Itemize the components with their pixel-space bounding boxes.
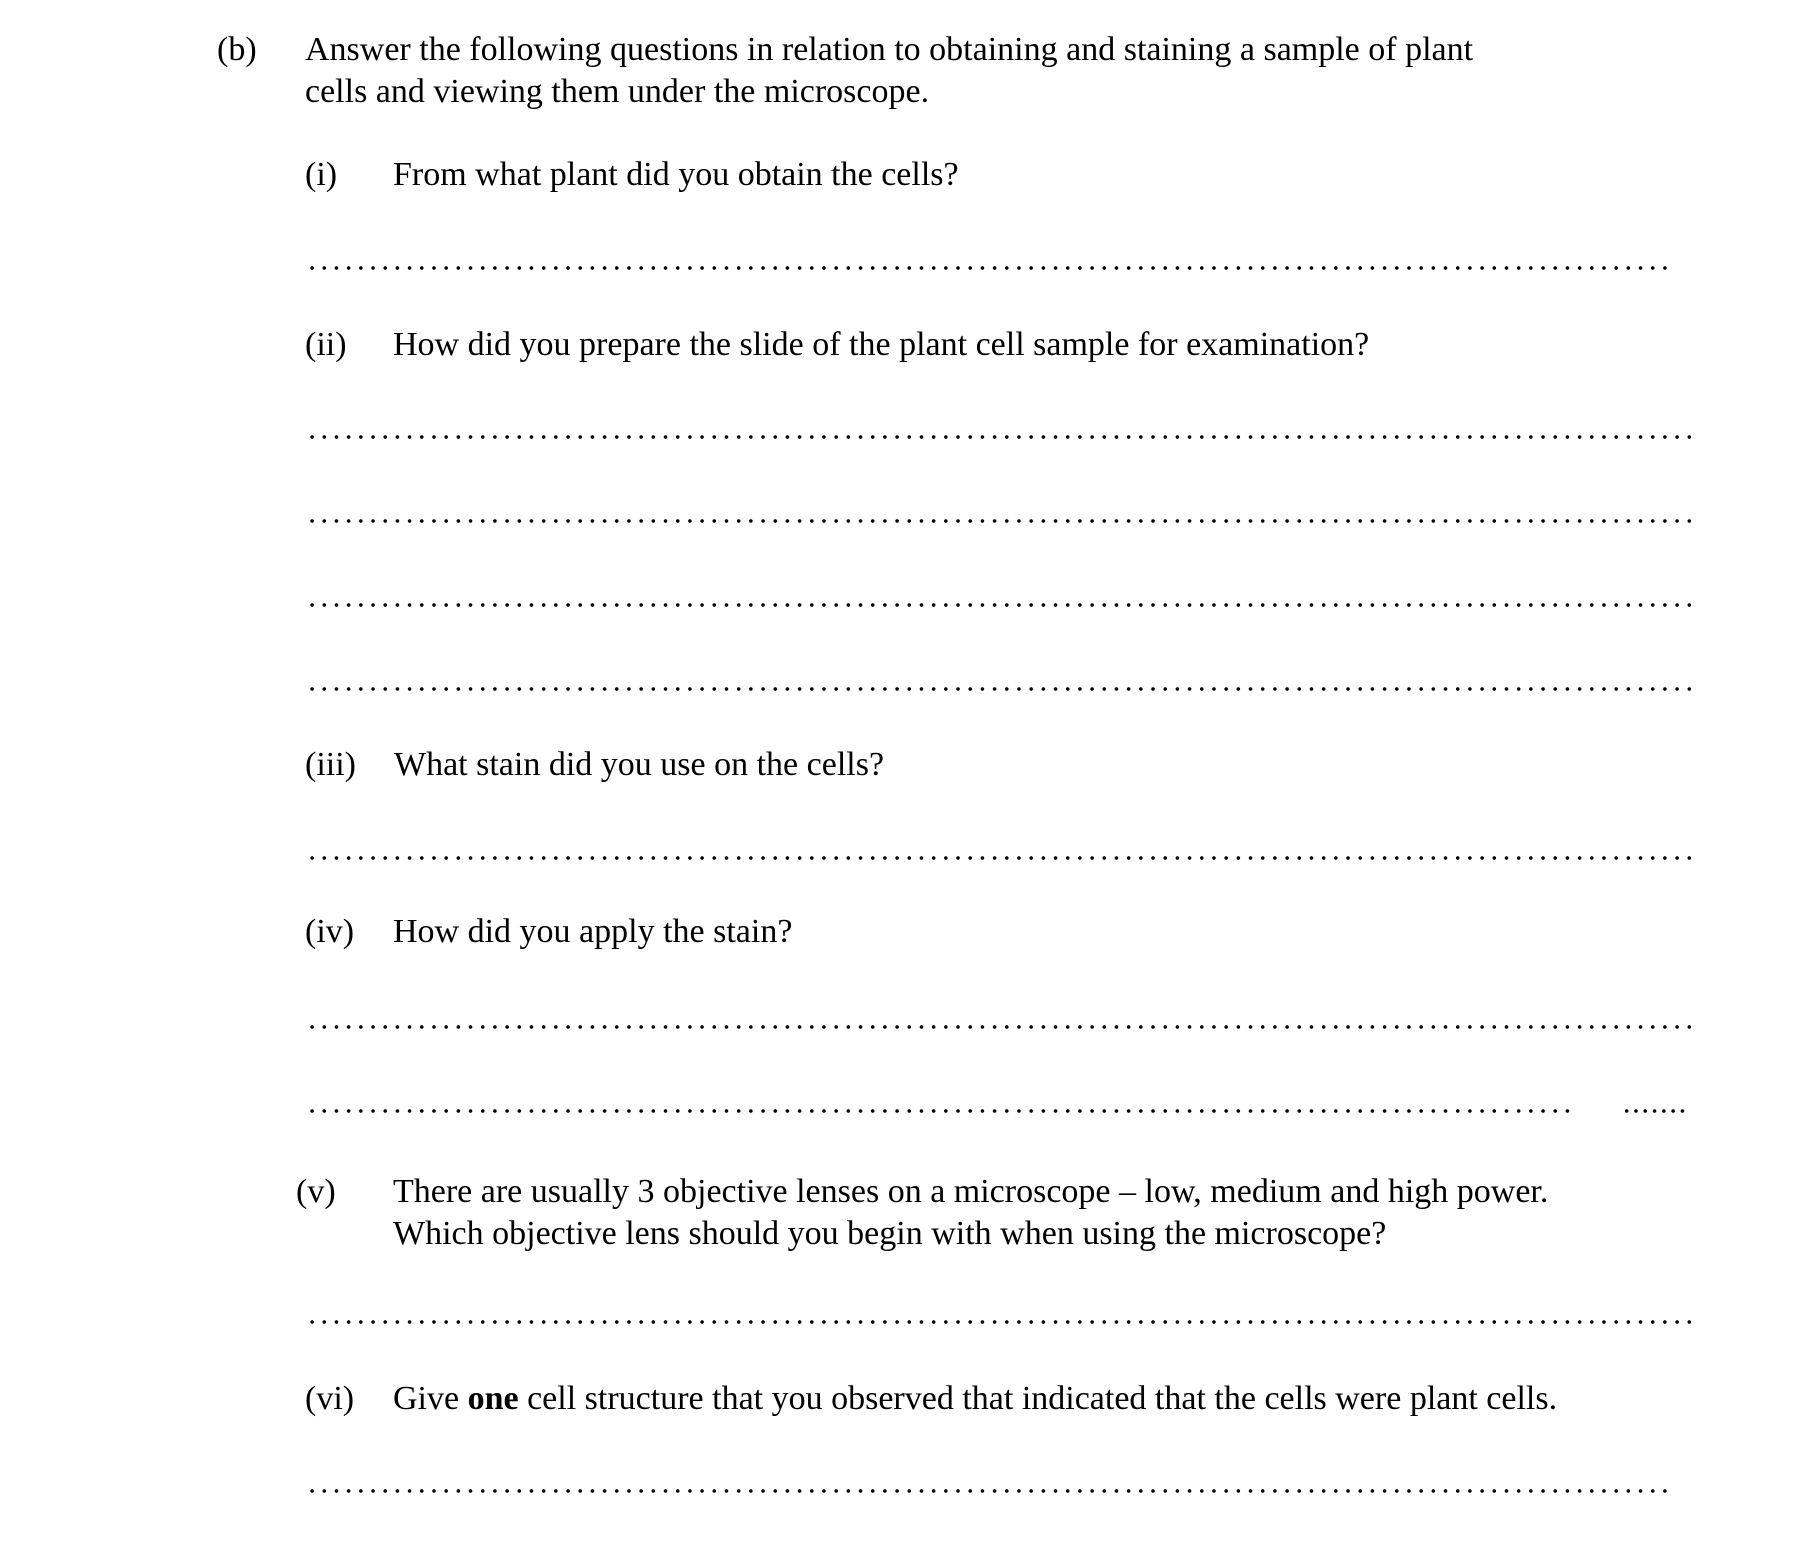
answer-line-iv-2-tail: [1622, 1109, 1687, 1113]
question-v-label: (v): [296, 1173, 336, 1210]
answer-line-iv-1[interactable]: [306, 1025, 1694, 1029]
part-intro-line-1: Answer the following questions in relation to obtaining and staining a sample of plant: [305, 31, 1474, 68]
question-vi-text-after: cell structure that you observed that indicated that the cells were plant cells.: [518, 1380, 1558, 1417]
answer-line-iv-2[interactable]: [306, 1109, 1628, 1113]
question-iv-label: (iv): [305, 913, 355, 950]
question-i-text: From what plant did you obtain the cells?: [393, 156, 959, 193]
answer-line-v-1[interactable]: [306, 1320, 1694, 1324]
answer-line-vi-1[interactable]: [306, 1489, 1668, 1493]
question-iv-text: How did you apply the stain?: [393, 913, 793, 950]
answer-line-ii-2[interactable]: [306, 519, 1694, 523]
question-v-text-line-1: There are usually 3 objective lenses on a microscope – low, medium and high power.: [393, 1173, 1549, 1210]
question-i-label: (i): [305, 156, 338, 193]
question-iii-label: (iii): [305, 746, 356, 783]
question-vi-text: [393, 1379, 1557, 1419]
answer-line-ii-3[interactable]: [306, 603, 1694, 607]
question-vi-label: (vi): [305, 1380, 355, 1417]
answer-line-iii-1[interactable]: [306, 856, 1694, 860]
question-vi-emphasis: one: [467, 1380, 519, 1417]
answer-line-i-1[interactable]: [306, 266, 1668, 270]
answer-line-ii-1[interactable]: [306, 435, 1694, 439]
question-iii-text: What stain did you use on the cells?: [394, 746, 885, 783]
question-v-text-line-2: Which objective lens should you begin with when using the microscope?: [393, 1215, 1387, 1252]
question-vi-text-before: Give: [393, 1380, 468, 1417]
part-label: (b): [217, 31, 257, 68]
answer-line-ii-4[interactable]: [306, 687, 1694, 691]
question-ii-label: (ii): [305, 326, 347, 363]
question-ii-text: How did you prepare the slide of the plant cell sample for examination?: [393, 326, 1370, 363]
part-intro-line-2: cells and viewing them under the microscope.: [305, 73, 930, 110]
